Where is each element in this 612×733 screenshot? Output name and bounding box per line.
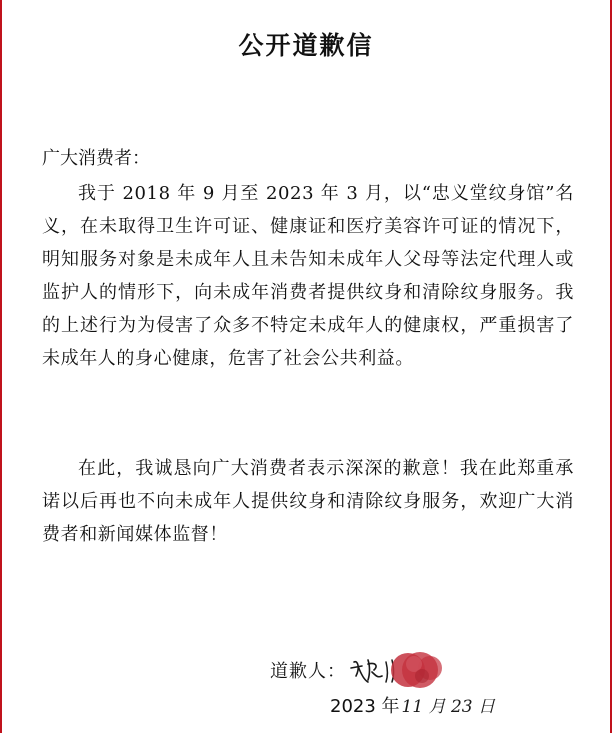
signature-line: [270, 652, 468, 688]
letter-title: 公开道歉信: [238, 31, 374, 60]
signer-label: 道歉人：: [270, 661, 346, 682]
date-year: 2023 年: [330, 696, 400, 717]
date-handwritten: 11 月 23 日: [401, 697, 496, 717]
handwritten-signature: [348, 650, 468, 690]
signature-image: [348, 650, 468, 690]
date-line: [330, 692, 495, 718]
paragraph-2: 在此，我诚恳向广大消费者表示深深的歉意！我在此郑重承诺以后再也不向未成年人提供纹身和清除纹身服务，欢迎广大消费者和新闻媒体监督！: [42, 458, 574, 545]
paragraph-1: 我于 2018 年 9 月至 2023 年 3 月，以“忠义堂纹身馆”名义，在未取得卫生许可证、健康证和医疗美容许可证的情况下，明知服务对象是未成年人且未告知未成年人父母等法定代理人或监护人的情形下，向未成年消费者提供纹身和清除纹身服务。我的上述行为为侵害了众多不特定未成年人的健康权，严重损害了未成年人的身心健康，危害了社会公共利益。: [42, 183, 574, 369]
salutation: 广大消费者：: [42, 148, 150, 169]
